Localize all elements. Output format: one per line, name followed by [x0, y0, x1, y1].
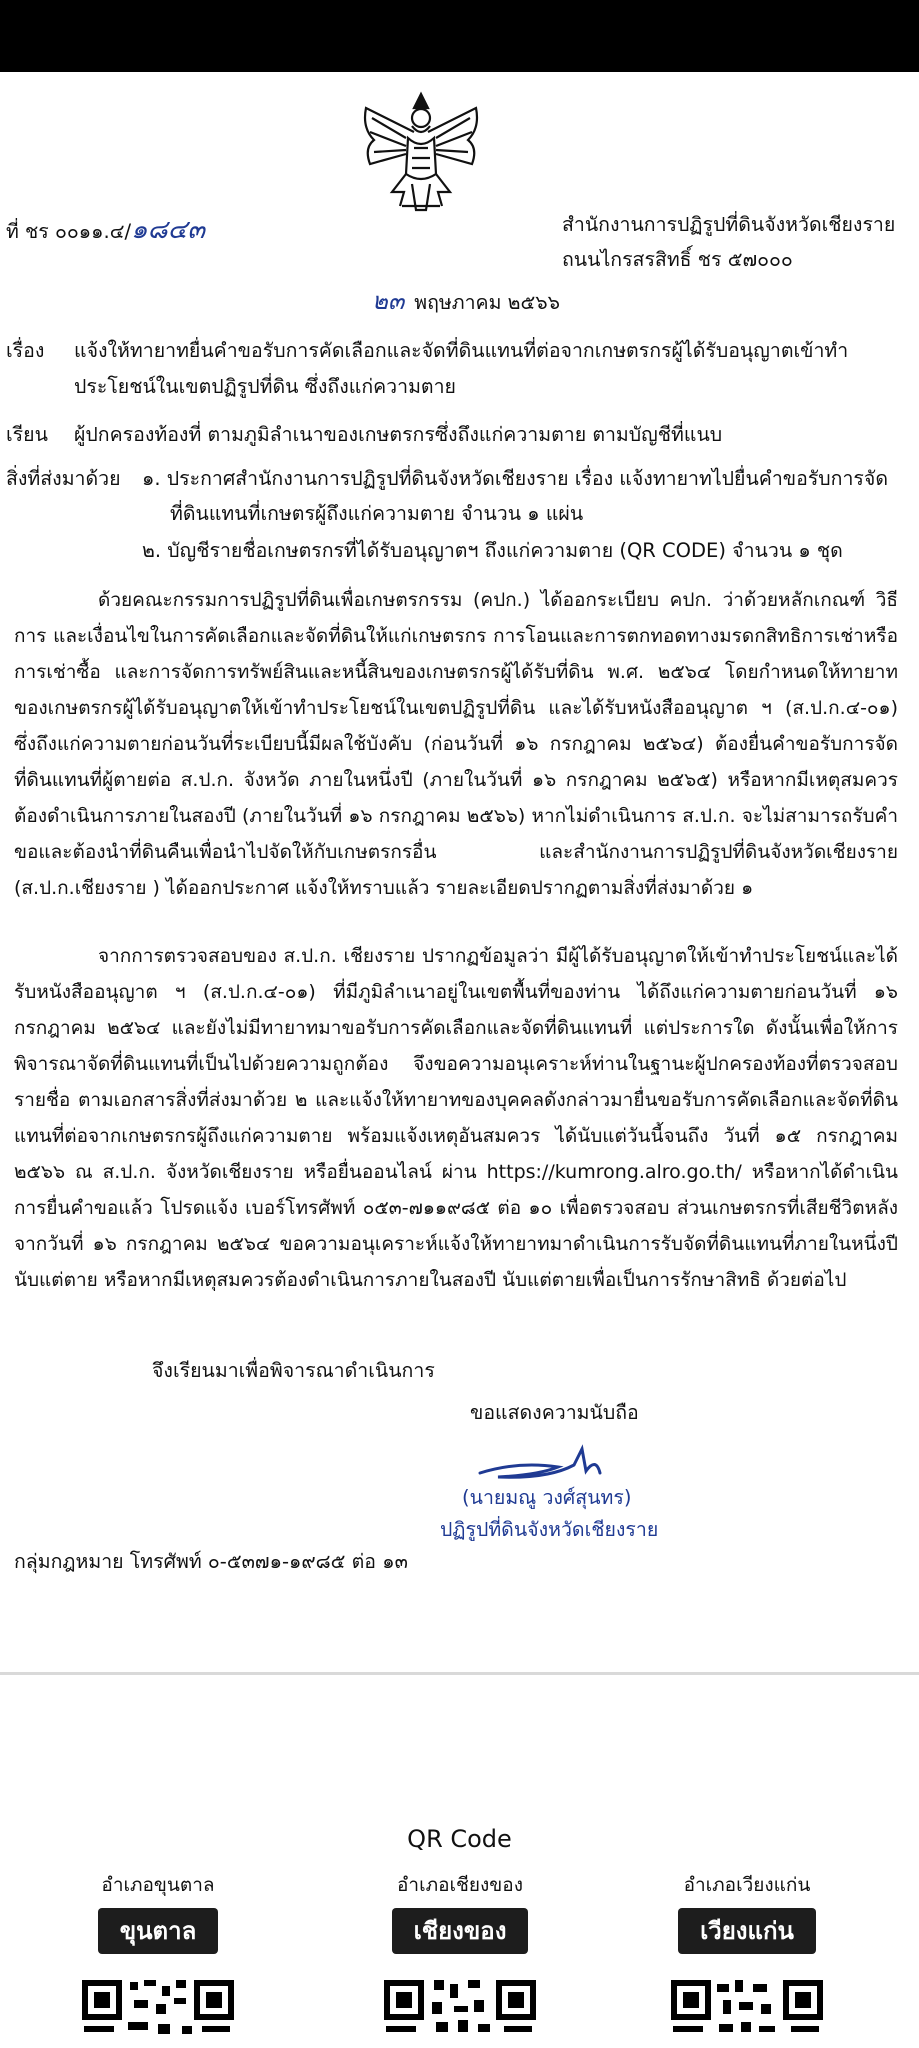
- top-black-bar: [0, 0, 919, 72]
- document-number: ที่ ชร ๐๐๑๑.๔/๑๘๔๓: [6, 215, 206, 245]
- document-date: ๒๓ พฤษภาคม ๒๕๖๖: [372, 287, 561, 315]
- to-text: ผู้ปกครองท้องที่ ตามภูมิลำเนาของเกษตรกรซึ่งถึงแก่ความตาย ตามบัญชีที่แนบ: [74, 423, 723, 446]
- qr-code-icon[interactable]: [667, 1976, 827, 2036]
- enclosure-1-line-2: ที่ดินแทนที่เกษตรผู้ถึงแก่ความตาย จำนวน ๑ แผ่น: [170, 502, 584, 525]
- closing-request: จึงเรียนมาเพื่อพิจารณาดำเนินการ: [152, 1359, 435, 1382]
- signer-title: ปฏิรูปที่ดินจังหวัดเชียงราย: [440, 1518, 659, 1541]
- qr-item-wiang-kaen: [647, 1870, 847, 2036]
- qr-code-icon[interactable]: [78, 1976, 238, 2036]
- office-address: ถนนไกรสรสิทธิ์ ชร ๕๗๐๐๐: [562, 248, 793, 271]
- qr-item-khun-tan: [58, 1870, 258, 2036]
- contact-footer: กลุ่มกฎหมาย โทรศัพท์ ๐-๕๓๗๑-๑๙๘๕ ต่อ ๑๓: [14, 1550, 408, 1573]
- closing-respect: ขอแสดงความนับถือ: [470, 1401, 639, 1424]
- qr-district-tag: ขุนตาล: [98, 1908, 219, 1954]
- enclosure-2: ๒. บัญชีรายชื่อเกษตรกรที่ได้รับอนุญาตฯ ถึงแก่ความตาย (QR CODE) จำนวน ๑ ชุด: [142, 539, 843, 562]
- qr-district-label: อำเภอเชียงของ: [397, 1874, 523, 1896]
- qr-district-label: อำเภอขุนตาล: [101, 1874, 215, 1896]
- subject-line-2: ประโยชน์ในเขตปฏิรูปที่ดิน ซึ่งถึงแก่ความตาย: [74, 375, 456, 398]
- signature: [478, 1443, 618, 1487]
- subject-label: เรื่อง: [6, 339, 45, 362]
- qr-section-title: QR Code: [407, 1825, 512, 1853]
- handwritten-doc-number: ๑๘๔๓: [131, 215, 206, 245]
- garuda-emblem-icon: [356, 88, 486, 216]
- enclosure-1-line-1: ๑. ประกาศสำนักงานการปฏิรูปที่ดินจังหวัดเชียงราย เรื่อง แจ้งทายาทไปยื่นคำขอรับการจัด: [142, 467, 888, 490]
- handwritten-day: ๒๓: [372, 287, 405, 315]
- qr-district-label: อำเภอเวียงแก่น: [683, 1874, 811, 1896]
- qr-item-chiang-khong: [360, 1870, 560, 2036]
- enclosures-label: สิ่งที่ส่งมาด้วย: [6, 467, 121, 490]
- body-paragraph-1: ด้วยคณะกรรมการปฏิรูปที่ดินเพื่อเกษตรกรรม (คปก.) ได้ออกระเบียบ คปก. ว่าด้วยหลักเกณฑ์ วิธีการ และเงื่อนไขในการคัดเลือกและจัดที่ดินให้แก่เกษตรกร การโอนและการตกทอดทางมรดกสิทธิการเช่าหรือการเช่าซื้อ และการจัดการทรัพย์สินและหนี้สินของเกษตรกรผู้ได้รับที่ดิน พ.ศ. ๒๕๖๔ โดยกำหนดให้ทายาทของเกษตรกรผู้ได้รับอนุญาตให้เข้าทำประโยชน์ในเขตปฏิรูปที่ดิน และได้รับหนังสืออนุญาต ฯ (ส.ป.ก.๔-๐๑) ซึ่งถึงแก่ความตายก่อนวันที่ระเบียบนี้มีผลใช้บังคับ (ก่อนวันที่ ๑๖ กรกฎาคม ๒๕๖๔) ต้องยื่นคำขอรับการจัดที่ดินแทนที่ผู้ตายต่อ ส.ป.ก. จังหวัด ภายในหนึ่งปี (ภายในวันที่ ๑๖ กรกฎาคม ๒๕๖๕) หรือหากมีเหตุสมควรต้องดำเนินการภายในสองปี (ภายในวันที่ ๑๖ กรกฎาคม ๒๕๖๖) หากไม่ดำเนินการ ส.ป.ก. จะไม่สามารถรับคำขอและต้องนำที่ดินคืนเพื่อนำไปจัดให้กับเกษตรกรอื่น และสำนักงานการปฏิรูปที่ดินจังหวัดเชียงราย (ส.ป.ก.เชียงราย ) ได้ออกประกาศ แจ้งให้ทราบแล้ว รายละเอียดปรากฏตามสิ่งที่ส่งมาด้วย ๑: [14, 589, 898, 899]
- signer-name: (นายมณู วงศ์สุนทร): [462, 1486, 632, 1509]
- qr-district-tag: เชียงของ: [392, 1908, 529, 1954]
- qr-district-tag: เวียงแก่น: [678, 1908, 816, 1954]
- page-divider: [0, 1672, 919, 1675]
- office-name: สำนักงานการปฏิรูปที่ดินจังหวัดเชียงราย: [562, 213, 896, 236]
- qr-code-icon[interactable]: [380, 1976, 540, 2036]
- to-label: เรียน: [6, 423, 48, 446]
- body-paragraph-2: จากการตรวจสอบของ ส.ป.ก. เชียงราย ปรากฏข้อมูลว่า มีผู้ได้รับอนุญาตให้เข้าทำประโยชน์และได้รับหนังสืออนุญาต ฯ (ส.ป.ก.๔-๐๑) ที่มีภูมิลำเนาอยู่ในเขตพื้นที่ของท่าน ได้ถึงแก่ความตายก่อนวันที่ ๑๖ กรกฎาคม ๒๕๖๔ และยังไม่มีทายาทมาขอรับการคัดเลือกและจัดที่ดินแทนที่ แต่ประการใด ดังนั้นเพื่อให้การพิจารณาจัดที่ดินแทนที่เป็นไปด้วยความถูกต้อง จึงขอความอนุเคราะห์ท่านในฐานะผู้ปกครองท้องที่ตรวจสอบรายชื่อ ตามเอกสารสิ่งที่ส่งมาด้วย ๒ และแจ้งให้ทายาทของบุคคลดังกล่าวมายื่นขอรับการคัดเลือกและจัดที่ดินแทนที่ต่อจากเกษตรกรผู้ถึงแก่ความตาย พร้อมแจ้งเหตุอันสมควร ได้นับแต่วันนี้จนถึง วันที่ ๑๕ กรกฎาคม ๒๕๖๖ ณ ส.ป.ก. จังหวัดเชียงราย หรือยื่นออนไลน์ ผ่าน https://kumrong.alro.go.th/ หรือหากได้ดำเนินการยื่นคำขอแล้ว โปรดแจ้ง เบอร์โทรศัพท์ ๐๕๓-๗๑๑๙๘๕ ต่อ ๑๐ เพื่อตรวจสอบ ส่วนเกษตรกรที่เสียชีวิตหลังจากวันที่ ๑๖ กรกฎาคม ๒๕๖๔ ขอความอนุเคราะห์แจ้งให้ทายาทมาดำเนินการรับจัดที่ดินแทนที่ภายในหนึ่งปีนับแต่ตาย หรือหากมีเหตุสมควรต้องดำเนินการภายในสองปี นับแต่ตายเพื่อเป็นการรักษาสิทธิ ด้วยต่อไป: [14, 945, 898, 1291]
- subject-line-1: แจ้งให้ทายาทยื่นคำขอรับการคัดเลือกและจัดที่ดินแทนที่ต่อจากเกษตรกรผู้ได้รับอนุญาตเข้าทำ: [74, 339, 849, 362]
